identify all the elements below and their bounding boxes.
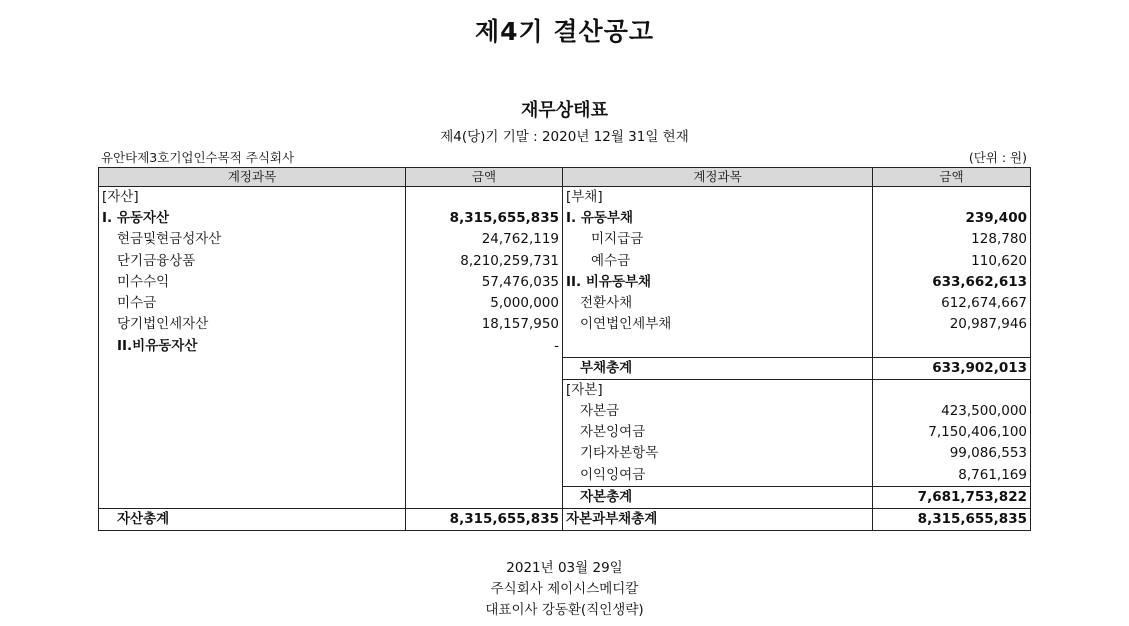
- table-row: [99, 357, 1031, 379]
- row-amount: 99,086,553: [873, 443, 1031, 464]
- row-amount: [406, 464, 563, 486]
- table-row: [99, 272, 1031, 293]
- row-amount: 239,400: [873, 208, 1031, 229]
- period-date-line: 제4(당)기 기말 : 2020년 12월 31일 현재: [440, 129, 689, 145]
- row-amount: 612,674,667: [873, 293, 1031, 314]
- footer-company: 주식회사 제이시스메디칼: [490, 581, 639, 597]
- row-label: [99, 486, 406, 508]
- row-amount: -: [406, 335, 563, 357]
- row-amount: 8,761,169: [873, 464, 1031, 486]
- row-amount: [873, 335, 1031, 357]
- statement-title: 재무상태표: [521, 100, 608, 121]
- table-row: [99, 335, 1031, 357]
- row-amount: 57,476,035: [406, 272, 563, 293]
- row-amount: 110,620: [873, 251, 1031, 272]
- table-row: [99, 401, 1031, 422]
- row-label: 자본금: [563, 401, 873, 422]
- footer-ceo: 대표이사 강동환(직인생략): [485, 602, 644, 618]
- footer-date: 2021년 03월 29일: [506, 560, 623, 576]
- unit-label: (단위 : 원): [968, 150, 1027, 165]
- row-amount: [406, 486, 563, 508]
- row-amount: 633,902,013: [873, 357, 1031, 379]
- row-label: [563, 335, 873, 357]
- balance-sheet-table: [98, 167, 1031, 531]
- row-amount: 7,681,753,822: [873, 486, 1031, 508]
- row-amount: [873, 187, 1031, 209]
- company-name: 유안타제3호기업인수목적 주식회사: [101, 150, 295, 165]
- row-label: 미수금: [99, 293, 406, 314]
- row-label: [99, 422, 406, 443]
- row-amount: 8,315,655,835: [406, 208, 563, 229]
- table-row: [99, 293, 1031, 314]
- row-label: [자본]: [563, 379, 873, 401]
- row-label: [부채]: [563, 187, 873, 209]
- row-label: 자산총계: [99, 508, 406, 530]
- row-label: 이익잉여금: [563, 464, 873, 486]
- row-amount: 7,150,406,100: [873, 422, 1031, 443]
- row-label: I. 유동부채: [563, 208, 873, 229]
- row-amount: 8,315,655,835: [873, 508, 1031, 530]
- row-label: 전환사채: [563, 293, 873, 314]
- row-label: 이연법인세부채: [563, 314, 873, 335]
- table-row: [99, 443, 1031, 464]
- row-label: [99, 401, 406, 422]
- row-label: 자본잉여금: [563, 422, 873, 443]
- row-label: [99, 357, 406, 379]
- table-row: [99, 229, 1031, 250]
- row-amount: 8,210,259,731: [406, 251, 563, 272]
- row-label: [99, 379, 406, 401]
- row-amount: [406, 187, 563, 209]
- row-amount: 8,315,655,835: [406, 508, 563, 530]
- table-row: [99, 208, 1031, 229]
- row-label: 미지급금: [563, 229, 873, 250]
- row-amount: [406, 401, 563, 422]
- table-row: [99, 464, 1031, 486]
- table-row: [99, 422, 1031, 443]
- row-label: [자산]: [99, 187, 406, 209]
- row-label: 자본총계: [563, 486, 873, 508]
- table-row: [99, 314, 1031, 335]
- header-left-account: 계정과목: [99, 168, 406, 187]
- row-amount: 128,780: [873, 229, 1031, 250]
- row-amount: 423,500,000: [873, 401, 1031, 422]
- table-row: [99, 486, 1031, 508]
- row-label: 자본과부채총계: [563, 508, 873, 530]
- row-label: 단기금융상품: [99, 251, 406, 272]
- table-row: [99, 187, 1031, 209]
- row-amount: [406, 422, 563, 443]
- row-label: 미수수익: [99, 272, 406, 293]
- row-amount: 20,987,946: [873, 314, 1031, 335]
- row-amount: 18,157,950: [406, 314, 563, 335]
- row-amount: [406, 379, 563, 401]
- table-row: [99, 379, 1031, 401]
- row-amount: [406, 443, 563, 464]
- table-total-row: [99, 508, 1031, 530]
- row-label: 부채총계: [563, 357, 873, 379]
- row-label: II. 비유동부채: [563, 272, 873, 293]
- row-label: II.비유동자산: [99, 335, 406, 357]
- row-label: 예수금: [563, 251, 873, 272]
- row-amount: 5,000,000: [406, 293, 563, 314]
- table-header-row: [99, 168, 1031, 187]
- row-label: 기타자본항목: [563, 443, 873, 464]
- table-row: [99, 251, 1031, 272]
- row-label: 당기법인세자산: [99, 314, 406, 335]
- row-amount: 24,762,119: [406, 229, 563, 250]
- row-amount: 633,662,613: [873, 272, 1031, 293]
- row-amount: [873, 379, 1031, 401]
- announcement-title: 제4기 결산공고: [475, 17, 654, 46]
- header-left-amount: 금액: [406, 168, 563, 187]
- row-label: 현금및현금성자산: [99, 229, 406, 250]
- header-right-amount: 금액: [873, 168, 1031, 187]
- row-label: Ⅰ. 유동자산: [99, 208, 406, 229]
- row-label: [99, 464, 406, 486]
- header-right-account: 계정과목: [563, 168, 873, 187]
- row-amount: [406, 357, 563, 379]
- row-label: [99, 443, 406, 464]
